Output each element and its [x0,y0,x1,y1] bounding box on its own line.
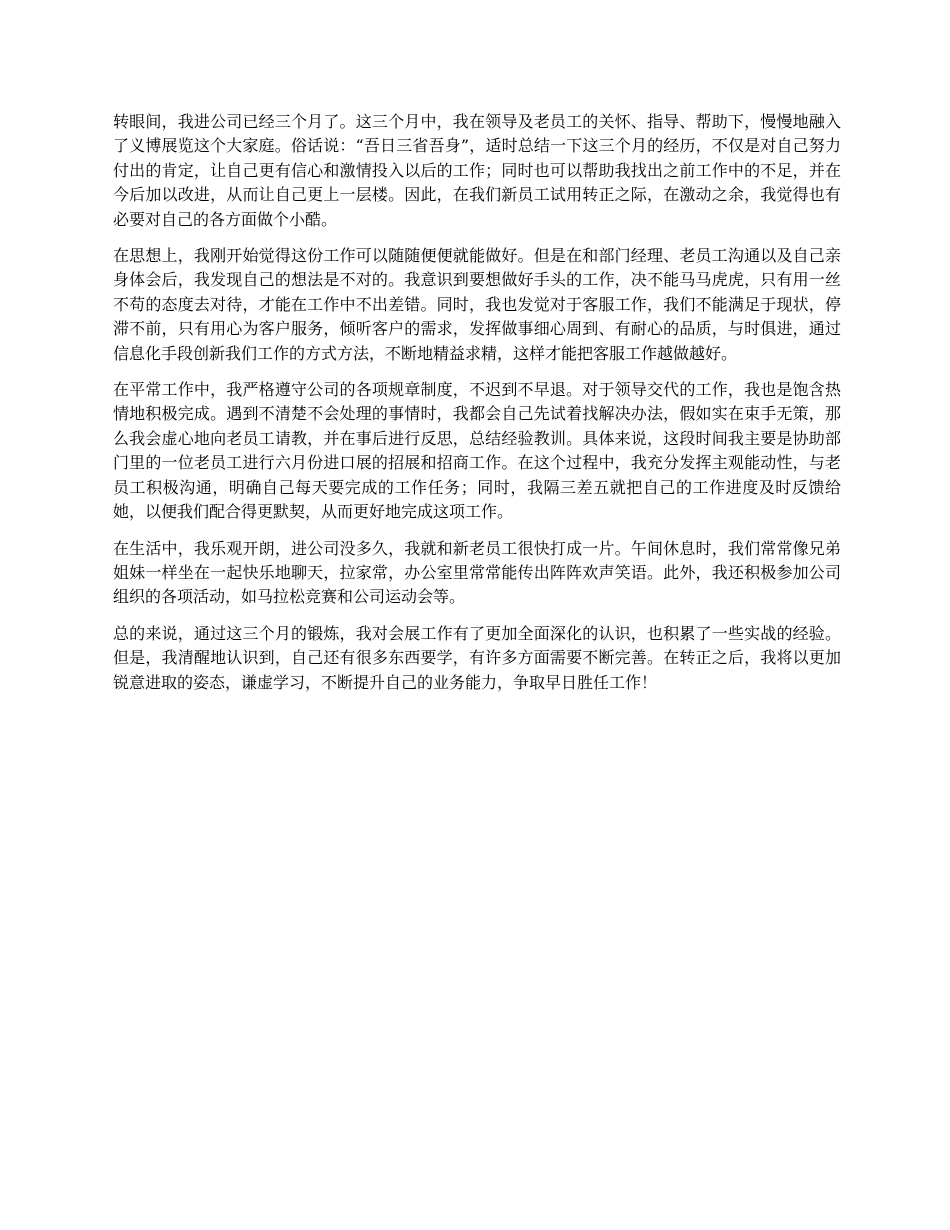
paragraph-life: 在生活中，我乐观开朗，进公司没多久，我就和新老员工很快打成一片。午间休息时，我们常常像兄弟姐妹一样坐在一起快乐地聊天，拉家常，办公室里常常能传出阵阵欢声笑语。此外，我还积极参加公司组织的各项活动，如马拉松竞赛和公司运动会等。 [113,538,841,607]
paragraph-intro: 转眼间，我进公司已经三个月了。这三个月中，我在领导及老员工的关怀、指导、帮助下，慢慢地融入了义博展览这个大家庭。俗话说：“吾日三省吾身”，适时总结一下这三个月的经历，不仅是对自己努力付出的肯定，让自己更有信心和激情投入以后的工作；同时也可以帮助我找出之前工作中的不足，并在今后加以改进，从而让自己更上一层楼。因此，在我们新员工试用转正之际，在激动之余，我觉得也有必要对自己的各方面做个小酷。 [113,112,841,229]
document-body [113,110,841,707]
paragraph-work: 在平常工作中，我严格遵守公司的各项规章制度，不迟到不早退。对于领导交代的工作，我也是饱含热情地积极完成。遇到不清楚不会处理的事情时，我都会自己先试着找解决办法，假如实在束手无策，那么我会虚心地向老员工请教，并在事后进行反思，总结经验教训。具体来说，这段时间我主要是协助部门里的一位老员工进行六月份进口展的招展和招商工作。在这个过程中，我充分发挥主观能动性，与老员工积极沟通，明确自己每天要完成的工作任务；同时，我隔三差五就把自己的工作进度及时反馈给她，以便我们配合得更默契，从而更好地完成这项工作。 [113,380,841,522]
paragraph-summary: 总的来说，通过这三个月的锻炼，我对会展工作有了更加全面深化的认识，也积累了一些实战的经验。但是，我清醒地认识到，自己还有很多东西要学，有许多方面需要不断完善。在转正之后，我将以更加锐意进取的姿态，谦虚学习，不断提升自己的业务能力，争取早日胜任工作！ [113,623,841,692]
paragraph-thinking: 在思想上，我刚开始觉得这份工作可以随随便便就能做好。但是在和部门经理、老员工沟通以及自己亲身体会后，我发现自己的想法是不对的。我意识到要想做好手头的工作，决不能马马虎虎，只有用一丝不苟的态度去对待，才能在工作中不出差错。同时，我也发觉对于客服工作，我们不能满足于现状，停滞不前，只有用心为客户服务，倾听客户的需求，发挥做事细心周到、有耐心的品质，与时俱进，通过信息化手段创新我们工作的方式方法，不断地精益求精，这样才能把客服工作越做越好。 [113,246,841,363]
